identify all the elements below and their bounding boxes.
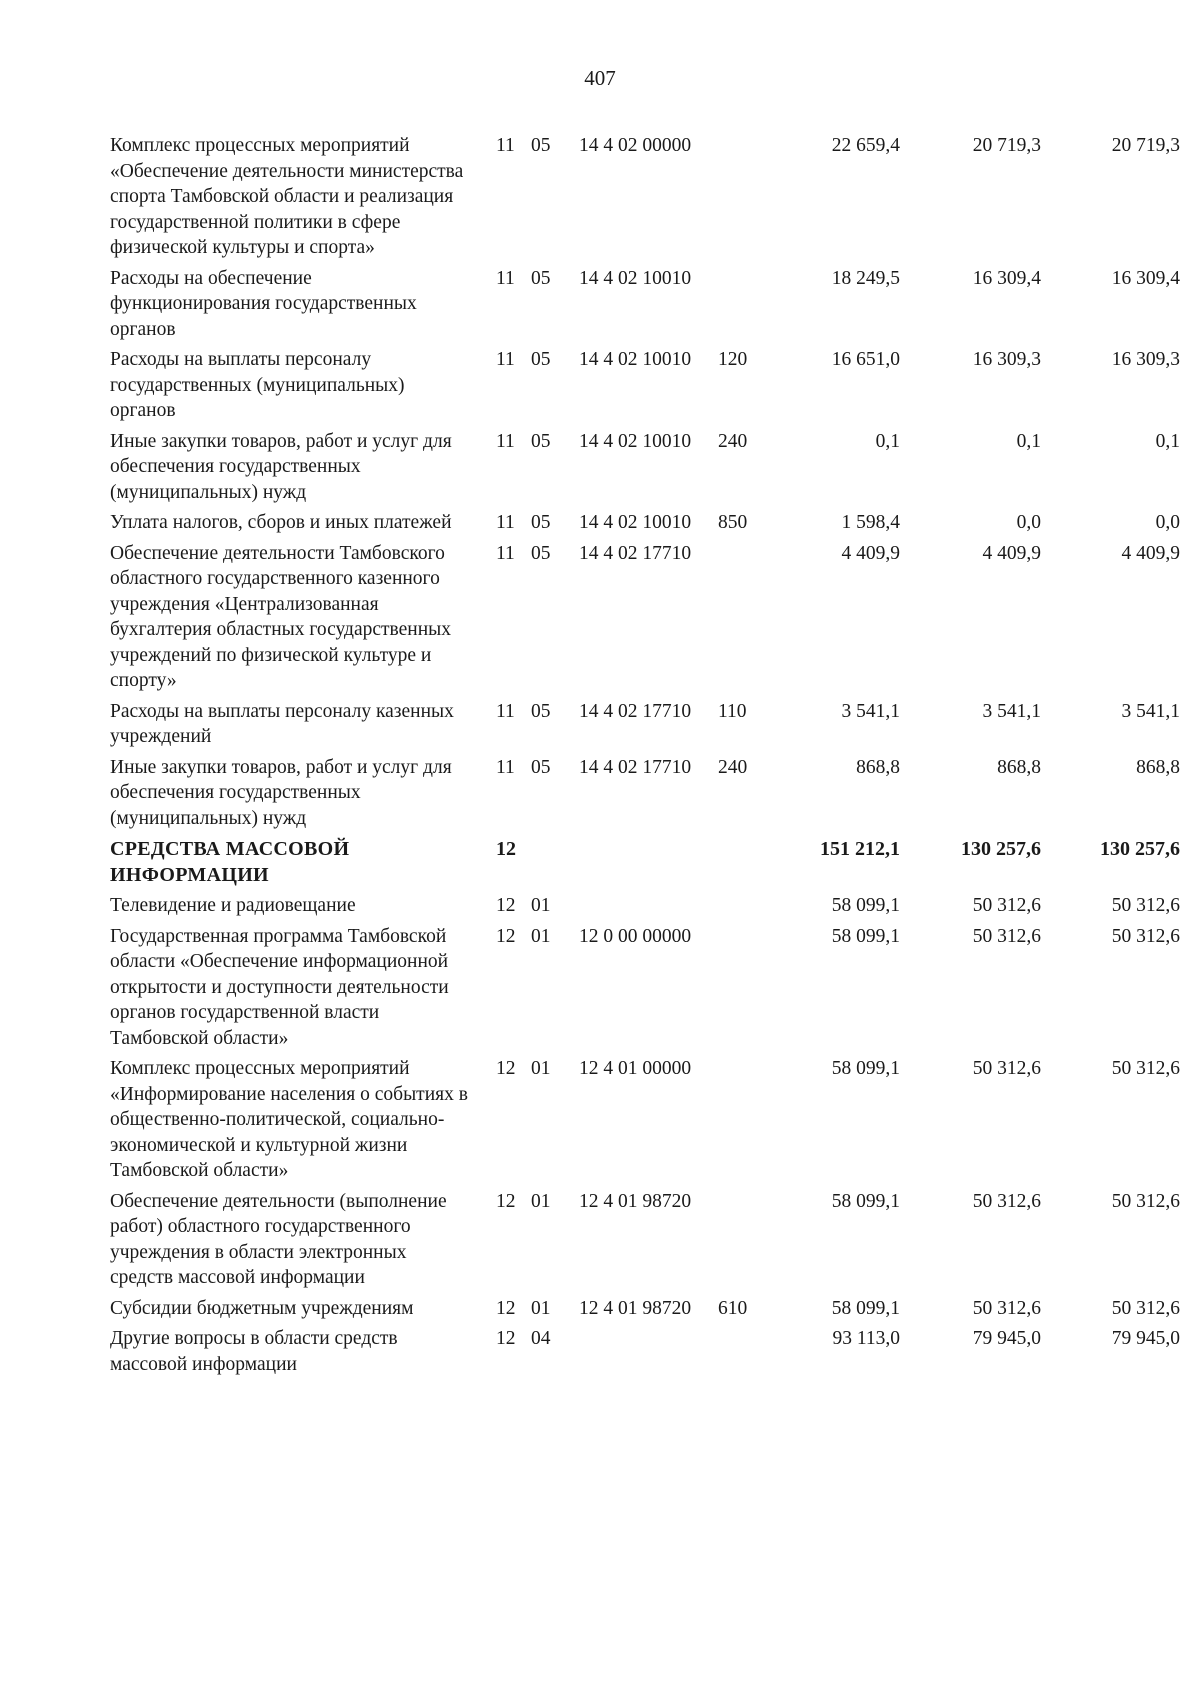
amount-year-2: 3 541,1 <box>982 700 1041 722</box>
section-code: 11 <box>496 700 515 722</box>
table-row <box>110 133 1180 261</box>
subsection-code: 05 <box>531 135 551 156</box>
amount-year-1: 1 598,4 <box>841 512 900 533</box>
row-name: Комплекс процессных мероприятий «Информирование населения о событиях в общественно-политической, социально-экономической и культурной жизни Тамбовской области» <box>110 1058 468 1181</box>
row-name: СРЕДСТВА МАССОВОЙ ИНФОРМАЦИИ <box>110 838 350 886</box>
row-name: Комплекс процессных мероприятий «Обеспечение деятельности министерства спорта Тамбовской области и реализация государственной политики в сфере физической культуры и спорта» <box>110 135 464 258</box>
expense-type-code: 850 <box>718 512 748 533</box>
subsection-code: 04 <box>531 1328 551 1349</box>
subsection-code: 01 <box>531 1297 551 1319</box>
amount-year-1: 93 113,0 <box>832 1328 900 1349</box>
expense-type-code: 240 <box>718 756 748 778</box>
section-code: 12 <box>496 838 516 860</box>
amount-year-3: 50 312,6 <box>1111 925 1180 947</box>
table-row <box>110 510 1180 536</box>
amount-year-2: 130 257,6 <box>961 838 1041 860</box>
target-article-code: 14 4 02 17710 <box>579 700 692 722</box>
amount-year-1: 58 099,1 <box>831 925 900 947</box>
expense-type-code: 120 <box>718 349 748 370</box>
amount-year-2: 4 409,9 <box>982 542 1041 564</box>
section-code: 12 <box>496 895 516 916</box>
subsection-code: 05 <box>531 267 551 289</box>
subsection-code: 05 <box>531 756 551 778</box>
amount-year-2: 20 719,3 <box>972 135 1041 156</box>
target-article-code: 12 0 00 00000 <box>579 925 692 947</box>
row-name: Государственная программа Тамбовской области «Обеспечение информационной открытости и доступности деятельности органов государственной власти Тамбовской области» <box>110 925 449 1049</box>
amount-year-1: 58 099,1 <box>831 1297 900 1319</box>
table-row <box>110 1189 1180 1291</box>
amount-year-1: 58 099,1 <box>831 1058 900 1079</box>
page-number: 407 <box>584 66 616 90</box>
amount-year-3: 50 312,6 <box>1111 1058 1180 1079</box>
table-row <box>110 266 1180 343</box>
expense-type-code: 110 <box>718 700 747 722</box>
row-name: Расходы на выплаты персоналу государственных (муниципальных) органов <box>110 349 405 421</box>
row-name: Обеспечение деятельности (выполнение работ) областного государственного учреждения в области электронных средств массовой информации <box>110 1190 447 1288</box>
table-row <box>110 1326 1180 1377</box>
subsection-code: 01 <box>531 1190 551 1212</box>
section-code: 11 <box>496 349 515 370</box>
amount-year-1: 3 541,1 <box>841 700 900 722</box>
row-name: Иные закупки товаров, работ и услуг для обеспечения государственных (муниципальных) нужд <box>110 430 452 503</box>
table-row <box>110 1296 1180 1322</box>
row-name: Субсидии бюджетным учреждениям <box>110 1297 414 1319</box>
section-code: 11 <box>496 542 515 564</box>
amount-year-3: 4 409,9 <box>1121 542 1180 564</box>
amount-year-2: 50 312,6 <box>972 1297 1041 1319</box>
amount-year-3: 50 312,6 <box>1111 1190 1180 1212</box>
amount-year-2: 868,8 <box>997 756 1041 778</box>
table-row <box>110 836 1180 888</box>
table-row <box>110 699 1180 750</box>
target-article-code: 14 4 02 10010 <box>579 349 692 370</box>
table-row <box>110 541 1180 694</box>
target-article-code: 14 4 02 17710 <box>579 756 692 778</box>
target-article-code: 14 4 02 10010 <box>579 267 692 289</box>
amount-year-3: 130 257,6 <box>1100 838 1180 860</box>
amount-year-1: 18 249,5 <box>831 267 900 289</box>
amount-year-3: 20 719,3 <box>1111 135 1180 156</box>
expense-type-code: 240 <box>718 430 748 452</box>
section-code: 11 <box>496 512 515 533</box>
amount-year-2: 0,0 <box>1016 512 1041 533</box>
row-name: Иные закупки товаров, работ и услуг для обеспечения государственных (муниципальных) нужд <box>110 756 452 829</box>
target-article-code: 12 4 01 98720 <box>579 1297 692 1319</box>
subsection-code: 05 <box>531 512 551 533</box>
section-code: 12 <box>496 925 516 947</box>
subsection-code: 05 <box>531 349 551 370</box>
amount-year-3: 0,1 <box>1155 430 1180 452</box>
amount-year-1: 0,1 <box>875 430 900 452</box>
section-code: 11 <box>496 135 515 156</box>
row-name: Обеспечение деятельности Тамбовского областного государственного казенного учреждения «Централизованная бухгалтерия областных государственных учреждений по физической культуре и спорту» <box>110 542 451 691</box>
amount-year-1: 151 212,1 <box>820 838 900 860</box>
table-row <box>110 755 1180 832</box>
amount-year-2: 50 312,6 <box>972 925 1041 947</box>
subsection-code: 05 <box>531 700 551 722</box>
section-code: 12 <box>496 1328 516 1349</box>
table-row <box>110 893 1180 919</box>
amount-year-2: 16 309,3 <box>972 349 1041 370</box>
amount-year-1: 868,8 <box>856 756 900 778</box>
table-row <box>110 924 1180 1052</box>
section-code: 11 <box>496 756 515 778</box>
target-article-code: 14 4 02 10010 <box>579 430 692 452</box>
subsection-code: 05 <box>531 430 551 452</box>
target-article-code: 14 4 02 17710 <box>579 542 692 564</box>
row-name: Расходы на обеспечение функционирования государственных органов <box>110 267 417 340</box>
amount-year-3: 3 541,1 <box>1121 700 1180 722</box>
row-name: Расходы на выплаты персоналу казенных учреждений <box>110 700 454 747</box>
section-code: 12 <box>496 1297 516 1319</box>
table-row <box>110 429 1180 506</box>
amount-year-1: 16 651,0 <box>831 349 900 370</box>
amount-year-3: 50 312,6 <box>1111 1297 1180 1319</box>
amount-year-2: 16 309,4 <box>972 267 1041 289</box>
section-code: 12 <box>496 1058 516 1079</box>
target-article-code: 12 4 01 98720 <box>579 1190 692 1212</box>
amount-year-1: 4 409,9 <box>841 542 900 564</box>
target-article-code: 12 4 01 00000 <box>579 1058 692 1079</box>
subsection-code: 01 <box>531 1058 551 1079</box>
amount-year-1: 58 099,1 <box>831 895 900 916</box>
table-row <box>110 347 1180 424</box>
amount-year-3: 16 309,3 <box>1111 349 1180 370</box>
amount-year-2: 50 312,6 <box>972 1190 1041 1212</box>
section-code: 11 <box>496 430 515 452</box>
subsection-code: 01 <box>531 925 551 947</box>
amount-year-3: 79 945,0 <box>1111 1328 1180 1349</box>
amount-year-1: 58 099,1 <box>831 1190 900 1212</box>
amount-year-1: 22 659,4 <box>831 135 900 156</box>
expense-type-code: 610 <box>718 1297 748 1319</box>
amount-year-2: 0,1 <box>1016 430 1041 452</box>
amount-year-2: 79 945,0 <box>972 1328 1041 1349</box>
amount-year-3: 16 309,4 <box>1111 267 1180 289</box>
section-code: 11 <box>496 267 515 289</box>
row-name: Телевидение и радиовещание <box>110 895 356 916</box>
table-row <box>110 1056 1180 1184</box>
amount-year-3: 50 312,6 <box>1111 895 1180 916</box>
amount-year-2: 50 312,6 <box>972 1058 1041 1079</box>
section-code: 12 <box>496 1190 516 1212</box>
amount-year-3: 868,8 <box>1136 756 1180 778</box>
amount-year-2: 50 312,6 <box>972 895 1041 916</box>
row-name: Другие вопросы в области средств массовой информации <box>110 1328 398 1375</box>
subsection-code: 05 <box>531 542 551 564</box>
amount-year-3: 0,0 <box>1155 512 1180 533</box>
row-name: Уплата налогов, сборов и иных платежей <box>110 512 452 533</box>
target-article-code: 14 4 02 00000 <box>579 135 692 156</box>
budget-table <box>110 133 1180 1382</box>
target-article-code: 14 4 02 10010 <box>579 512 692 533</box>
subsection-code: 01 <box>531 895 551 916</box>
